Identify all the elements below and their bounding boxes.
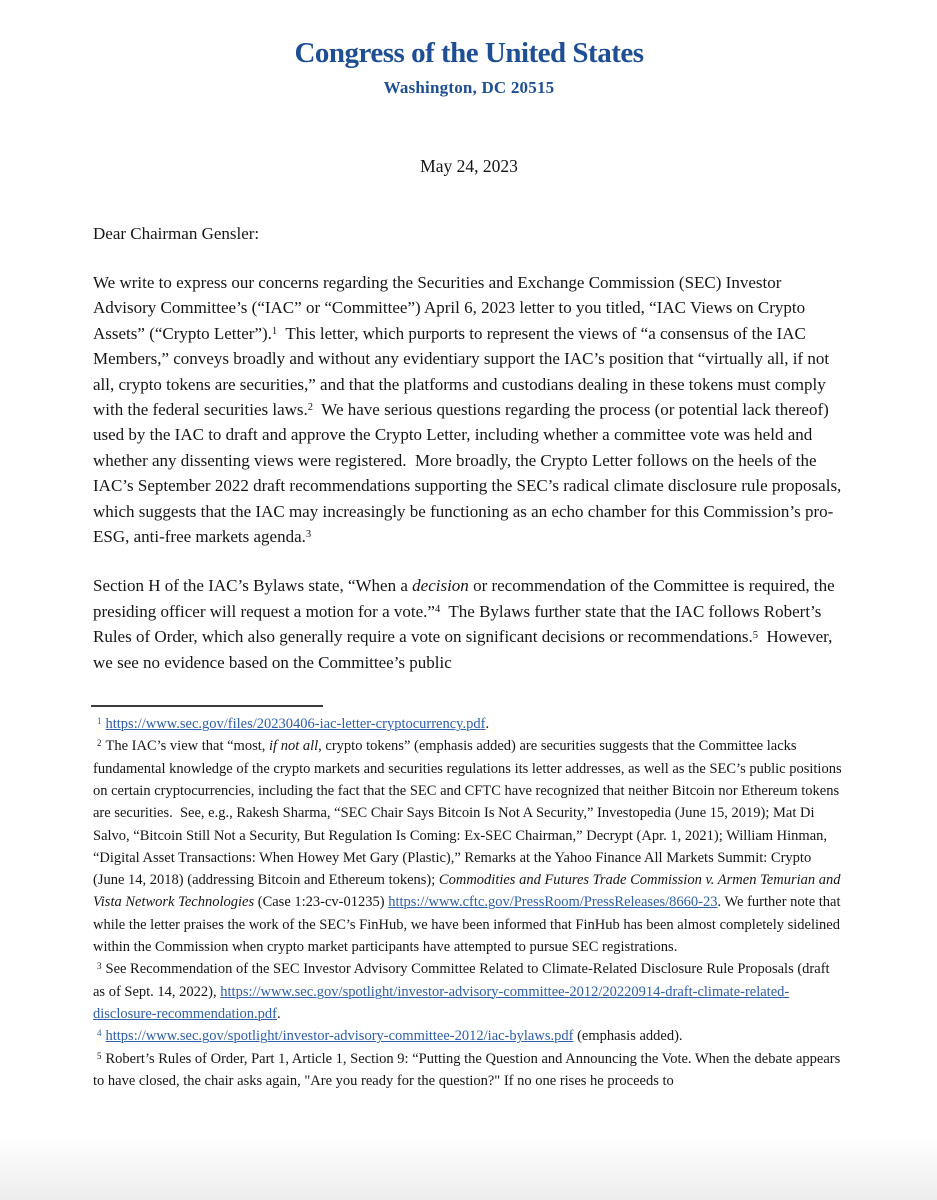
text-run: if not all	[269, 738, 319, 755]
text-run: This letter, which purports to represent the views of “a consensus of the IAC Members,” conveys broadly and without any evidentiary support the IAC’s position that “virtually all, if not all, crypto tokens are securities,” and that the platforms and custodians dealing in these tokens must comply with the federal securities laws.	[93, 323, 834, 420]
text-run: The IAC’s view that “most,	[105, 738, 270, 755]
body-paragraph-1	[93, 270, 845, 549]
footnote-4	[93, 1025, 845, 1047]
text-run: or recommendation of the Committee is required, the presiding officer will request a motion for a vote.”	[93, 576, 839, 621]
footnote-ref: 1	[271, 326, 278, 338]
letterhead-title: Congress of the United States	[294, 37, 644, 69]
salutation: Dear Chairman Gensler:	[93, 224, 260, 243]
footnote-text	[106, 1028, 683, 1044]
text-run: The Bylaws further state that the IAC follows Robert’s Rules of Order, which also generally require a vote on significant decisions or recommendations.	[93, 601, 826, 647]
text-run: (Case 1:23-cv-01235)	[254, 894, 389, 911]
footnote-3	[93, 958, 845, 1025]
footnotes-section	[93, 713, 845, 1092]
text-run: . We further note that while the letter praises the work of the SEC’s FinHub, we have been informed that FinHub has been almost completely sidelined within the Commission when crypto market participants have attempted to pursue SEC registrations.	[93, 894, 845, 956]
text-run: , crypto tokens” (emphasis added) are securities suggests that the Committee lacks fundamental knowledge of the crypto markets and securities regulations its letter addresses, as well as the SEC’s public positions on certain cryptocurrencies, including the fact that the SEC and CFTC have recognized that neither Bitcoin nor Ethereum tokens are securities. See, e.g., Rakesh Sharma, “SEC Chair Says Bitcoin Is Not A Security,” Investopedia (June 15, 2019); Mat Di Salvo, “Bitcoin Still Not a Security, But Regulation Is Coming: Ex-SEC Chairman,” Decrypt (Apr. 1, 2021); William Hinman, “Digital Asset Transactions: When Howey Met Gary (Plastic),” Remarks at the Yahoo Finance All Markets Summit: Crypto (June 14, 2018) (addressing Bitcoin and Ethereum tokens);	[93, 738, 846, 889]
footnote-number: 1	[97, 716, 102, 727]
letterhead-address: Washington, DC 20515	[383, 78, 555, 97]
text-run: We have serious questions regarding the process (or potential lack thereof) used by the IAC to draft and approve the Crypto Letter, including whether a committee vote was held and whether any dissenting views were registered. More broadly, the Crypto Letter follows on the heels of the IAC’s September 2022 draft recommendations supporting the SEC’s radical climate disclosure rule proposals, which suggests that the IAC may increasingly be functioning as an echo chamber for this Commission’s pro-ESG, anti-free markets agenda.	[93, 400, 846, 547]
footnote-text	[93, 738, 845, 955]
footnote-ref: 4	[434, 604, 441, 616]
text-run: .	[277, 1005, 281, 1022]
footnote-text	[93, 1051, 844, 1089]
footnote-number: 4	[97, 1028, 102, 1039]
footnote-number: 5	[97, 1050, 102, 1061]
hyperlink[interactable]: https://www.sec.gov/spotlight/investor-advisory-committee-2012/iac-bylaws.pdf	[105, 1028, 574, 1045]
text-run: Section H of the IAC’s Bylaws state, “When a	[93, 576, 413, 596]
footnote-number: 2	[97, 738, 102, 749]
footnote-text	[93, 961, 833, 1022]
text-run: Robert’s Rules of Order, Part 1, Article 1, Section 9: “Putting the Question and Announcing the Vote. When the debate appears to have closed, the chair asks again, "Are you ready for the question?" If no one rises he proceeds to	[93, 1050, 844, 1089]
footnote-ref: 3	[305, 529, 312, 541]
footnote-2	[93, 735, 845, 958]
letterhead	[93, 36, 845, 99]
text-run: (emphasis added).	[573, 1028, 683, 1045]
text-run: decision	[412, 576, 469, 596]
footnote-ref: 5	[752, 629, 759, 641]
footnote-separator	[91, 705, 323, 707]
text-run: .	[485, 716, 490, 733]
hyperlink[interactable]: https://www.sec.gov/spotlight/investor-advisory-committee-2012/20220914-draft-climate-related-disclosure-recommendation.pdf	[93, 983, 790, 1022]
hyperlink[interactable]: https://www.sec.gov/files/20230406-iac-letter-cryptocurrency.pdf	[105, 716, 486, 733]
footnote-5	[93, 1048, 845, 1093]
footnote-ref: 2	[307, 402, 314, 414]
letter-date: May 24, 2023	[420, 156, 518, 176]
text-run: We write to express our concerns regarding the Securities and Exchange Commission (SEC) Investor Advisory Committee’s (“IAC” or “Committee”) April 6, 2023 letter to you titled, “IAC Views on Crypto Assets” (“Crypto Letter”).	[93, 273, 809, 343]
text-run: However, we see no evidence based on the Committee’s public	[93, 627, 837, 672]
body-paragraph-2	[93, 573, 845, 675]
text-run: See Recommendation of the SEC Investor Advisory Committee Related to Climate-Related Disclosure Rule Proposals (draft as of Sept. 14, 2022),	[93, 961, 834, 1000]
footnote-number: 3	[97, 961, 102, 972]
text-run: Commodities and Futures Trade Commission v. Armen Temurian and Vista Network Technologies	[93, 872, 845, 911]
hyperlink[interactable]: https://www.cftc.gov/PressRoom/PressReleases/8660-23	[388, 894, 718, 911]
footnote-1	[93, 713, 845, 735]
footnote-text	[106, 716, 490, 732]
